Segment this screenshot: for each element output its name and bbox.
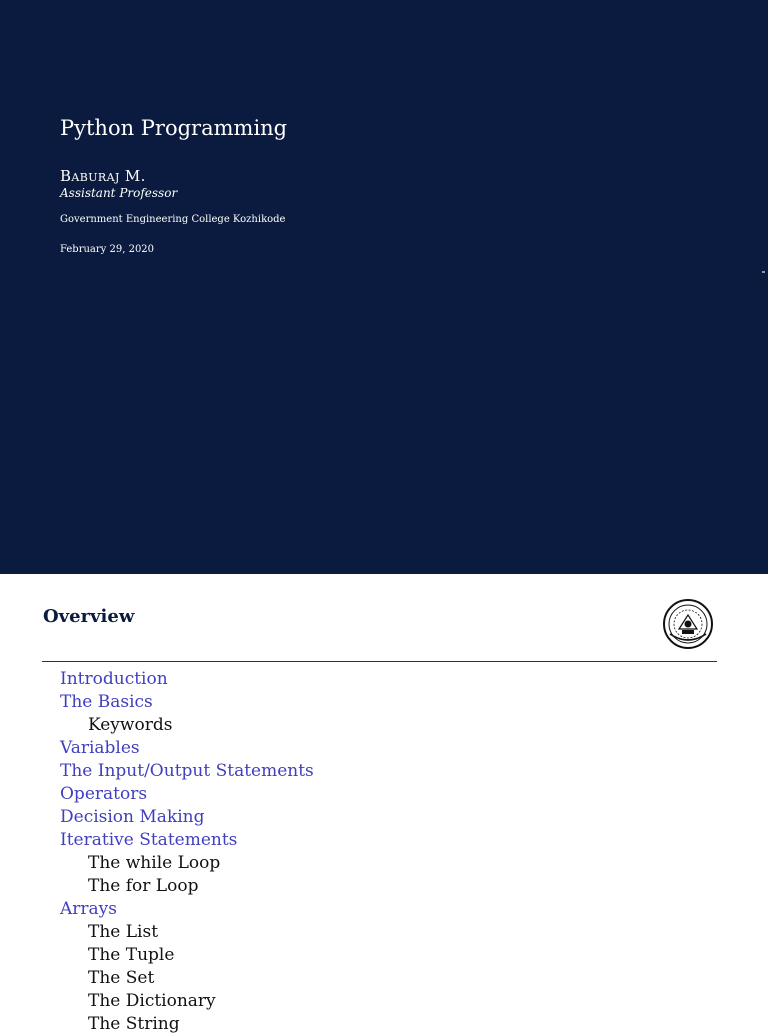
presentation-date: February 29, 2020 — [60, 244, 155, 255]
toc-subitem-keywords[interactable]: Keywords — [88, 715, 173, 735]
overview-slide — [0, 574, 768, 1034]
toc-item-decision-making[interactable]: Decision Making — [60, 807, 205, 827]
toc-item-the-basics[interactable]: The Basics — [60, 692, 153, 712]
institute-name: Government Engineering College Kozhikode — [60, 214, 286, 225]
frame-title: Overview — [43, 606, 135, 627]
toc-subitem-string[interactable]: The String — [88, 1014, 180, 1034]
toc-item-operators[interactable]: Operators — [60, 784, 148, 804]
toc-item-introduction[interactable]: Introduction — [60, 669, 168, 689]
toc-item-arrays[interactable]: Arrays — [60, 899, 117, 919]
presentation-title: Python Programming — [60, 116, 288, 140]
slide-edge-mark — [762, 271, 765, 273]
toc-subitem-list[interactable]: The List — [88, 922, 159, 942]
table-of-contents — [60, 668, 314, 1036]
frame-title-rule — [42, 661, 717, 662]
toc-item-iterative-statements[interactable]: Iterative Statements — [60, 830, 238, 850]
toc-subitem-tuple[interactable]: The Tuple — [88, 945, 175, 965]
toc-item-input-output[interactable]: The Input/Output Statements — [60, 761, 314, 781]
author-name: Baburaj M. — [60, 167, 146, 185]
toc-subitem-dictionary[interactable]: The Dictionary — [88, 991, 216, 1011]
college-seal-icon — [662, 598, 714, 650]
toc-subitem-while-loop[interactable]: The while Loop — [88, 853, 221, 873]
author-role: Assistant Professor — [60, 186, 178, 200]
toc-subitem-set[interactable]: The Set — [88, 968, 155, 988]
toc-item-variables[interactable]: Variables — [60, 738, 140, 758]
toc-subitem-for-loop[interactable]: The for Loop — [88, 876, 199, 896]
